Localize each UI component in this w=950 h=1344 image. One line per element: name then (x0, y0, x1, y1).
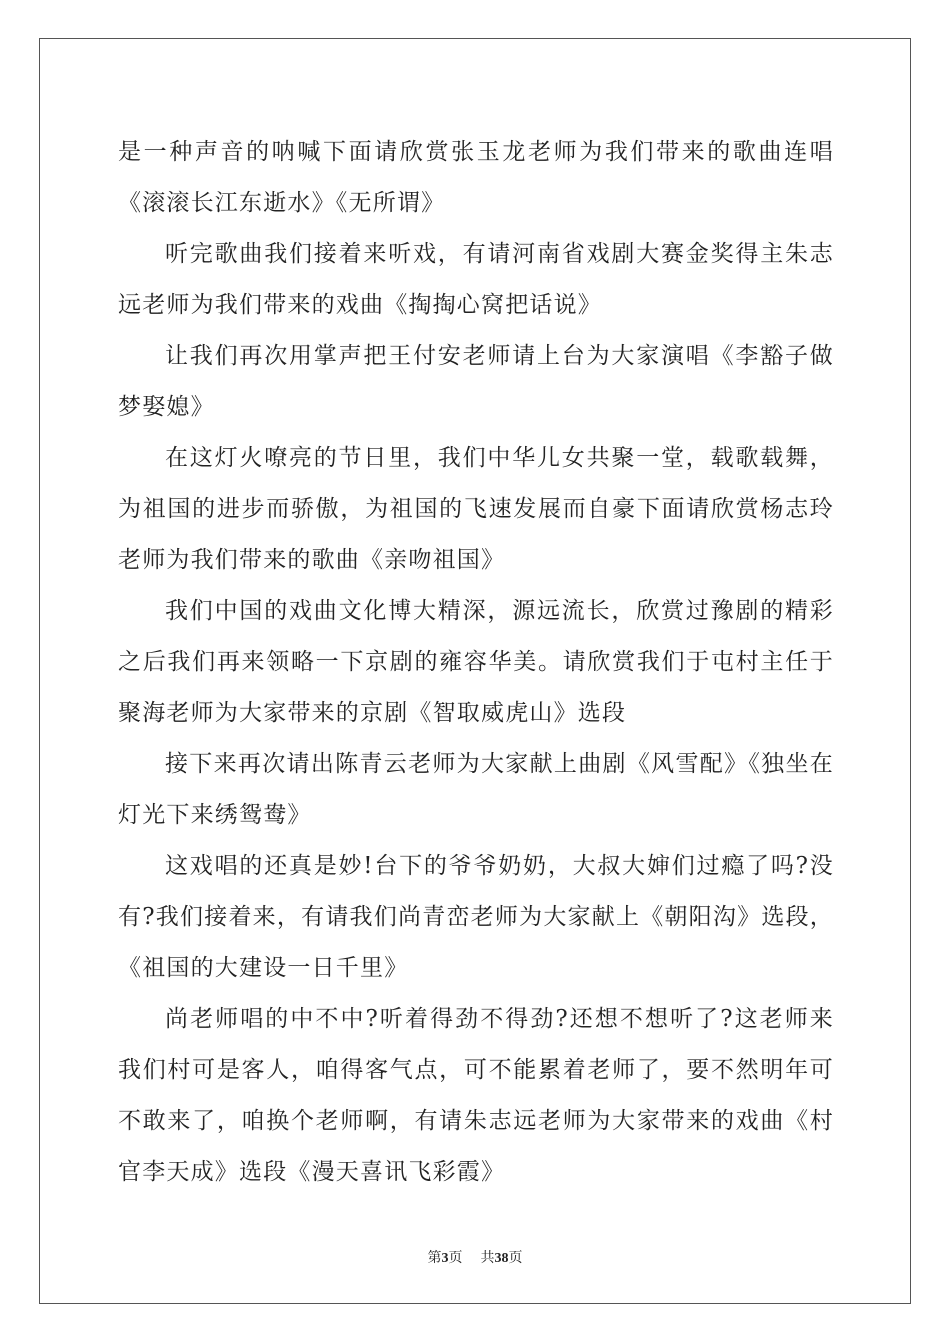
paragraph-1: 是一种声音的呐喊下面请欣赏张玉龙老师为我们带来的歌曲连唱《滚滚长江东逝水》《无所谓》 (118, 139, 834, 216)
paragraph-4: 在这灯火嘹亮的节日里，我们中华儿女共聚一堂，载歌载舞，为祖国的进步而骄傲，为祖国的飞速发展而自豪下面请欣赏杨志玲老师为我们带来的歌曲《亲吻祖国》 (118, 445, 834, 573)
total-prefix: 共 (480, 1250, 495, 1266)
total-suffix: 页 (508, 1250, 523, 1266)
total-pages: 38 (494, 1251, 509, 1266)
document-body (118, 127, 834, 1198)
page-footer (0, 1247, 950, 1267)
paragraph-7: 这戏唱的还真是妙!台下的爷爷奶奶，大叔大婶们过瘾了吗?没有?我们接着来，有请我们尚青峦老师为大家献上《朝阳沟》选段，《祖国的大建设一日千里》 (118, 853, 834, 981)
paragraph-5: 我们中国的戏曲文化博大精深，源远流长，欣赏过豫剧的精彩之后我们再来领略一下京剧的雍容华美。请欣赏我们于屯村主任于聚海老师为大家带来的京剧《智取威虎山》选段 (118, 598, 834, 726)
page-prefix: 第 (427, 1250, 442, 1266)
paragraph-8: 尚老师唱的中不中?听着得劲不得劲?还想不想听了?这老师来我们村可是客人，咱得客气点，可不能累着老师了，要不然明年可不敢来了，咱换个老师啊，有请朱志远老师为大家带来的戏曲《村官李天成》选段《漫天喜讯飞彩霞》 (118, 1006, 834, 1185)
paragraph-6: 接下来再次请出陈青云老师为大家献上曲剧《风雪配》《独坐在灯光下来绣鸳鸯》 (118, 751, 834, 828)
page-suffix: 页 (448, 1250, 463, 1266)
paragraph-2: 听完歌曲我们接着来听戏，有请河南省戏剧大赛金奖得主朱志远老师为我们带来的戏曲《掏掏心窝把话说》 (118, 241, 834, 318)
page-number: 3 (441, 1251, 449, 1266)
paragraph-3: 让我们再次用掌声把王付安老师请上台为大家演唱《李豁子做梦娶媳》 (118, 343, 834, 420)
